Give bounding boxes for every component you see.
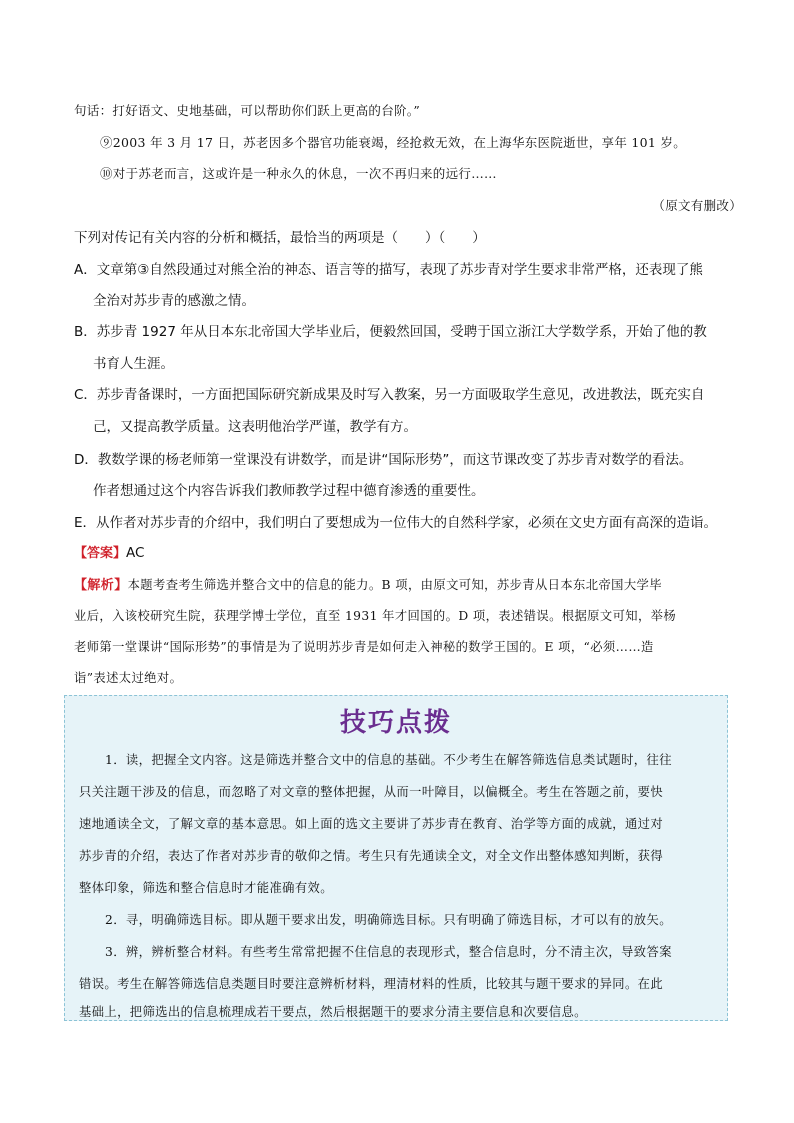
option-b-cont: 书育人生涯。 (93, 356, 174, 372)
passage-paragraph-10: ⑩对于苏老而言，这或许是一种永久的休息，一次不再归来的远行…… (100, 166, 497, 181)
option-d-cont: 作者想通过这个内容告诉我们教师教学过程中德育渗透的重要性。 (93, 483, 485, 499)
option-d: D．教数学课的杨老师第一堂课没有讲数学，而是讲“国际形势”，而这节课改变了苏步青对数学的看法。 (74, 452, 693, 468)
question-stem: 下列对传记有关内容的分析和概括，最恰当的两项是（ ）（ ） (74, 230, 486, 246)
analysis-tag: 【解析】 (74, 578, 128, 593)
tips-title: 技巧点拨 (339, 708, 452, 738)
passage-line: 句话：打好语文、史地基础，可以帮助你们跃上更高的台阶。” (74, 103, 421, 118)
source-note: （原文有删改） (652, 198, 742, 213)
analysis-line (74, 575, 734, 596)
tips-line-3: 速地通读全文，了解文章的基本意思。如上面的选文主要讲了苏步青在教育、治学等方面的成就，通过对 (79, 817, 664, 831)
analysis-line-4: 诣”表述太过绝对。 (74, 671, 183, 685)
analysis-line-3: 老师第一堂课讲“国际形势”的事情是为了说明苏步青是如何走入神秘的数学王国的。E 项，“必须……造 (74, 640, 654, 654)
option-a: A．文章第③自然段通过对熊全治的神态、语言等的描写，表现了苏步青对学生要求非常严格，还表现了熊 (74, 262, 703, 278)
analysis-text: 本题考查考生筛选并整合文中的信息的能力。B 项，由原文可知，苏步青从日本东北帝国大学毕 (127, 578, 662, 592)
answer-tag: 【答案】 (74, 546, 127, 561)
option-c: C．苏步青备课时，一方面把国际研究新成果及时写入教案，另一方面吸取学生意见，改进教法，既充实自 (74, 387, 705, 403)
option-a-cont: 全治对苏步青的感激之情。 (93, 293, 255, 309)
tips-line-8: 错误。考生在解答筛选信息类题目时要注意辨析材料，理清材料的性质，比较其与题干要求的异同。在此 (79, 977, 664, 991)
analysis-line-2: 业后，入该校研究生院，获理学博士学位，直至 1931 年才回国的。D 项，表述错误。根据原文可知，举杨 (74, 609, 677, 623)
tips-line-9: 基础上，把筛选出的信息梳理成若干要点，然后根据题干的要求分清主要信息和次要信息。 (79, 1005, 587, 1019)
tips-line-2: 只关注题干涉及的信息，而忽略了对文章的整体把握，从而一叶障目，以偏概全。考生在答题之前，要快 (79, 785, 664, 799)
tips-box (64, 695, 728, 1021)
tips-line-4: 苏步青的介绍，表达了作者对苏步青的敬仰之情。考生只有先通读全文，对全文作出整体感知判断，获得 (79, 849, 664, 863)
tips-line-1: 1．读，把握全文内容。这是筛选并整合文中的信息的基础。不少考生在解答筛选信息类试题时，往往 (105, 753, 672, 767)
option-e: E．从作者对苏步青的介绍中，我们明白了要想成为一位伟大的自然科学家，必须在文史方面有高深的造诣。 (74, 515, 718, 531)
passage-paragraph-9: ⑨2003 年 3 月 17 日，苏老因多个器官功能衰竭，经抢救无效，在上海华东医院逝世，享年 101 岁。 (100, 135, 687, 150)
tips-line-7: 3．辨，辨析整合材料。有些考生常常把握不住信息的表现形式，整合信息时，分不清主次，导致答案 (105, 945, 672, 959)
option-b: B．苏步青 1927 年从日本东北帝国大学毕业后，便毅然回国，受聘于国立浙江大学数学系，开始了他的教 (74, 324, 707, 340)
answer-value: AC (126, 545, 145, 561)
answer-line (74, 543, 734, 564)
tips-line-5: 整体印象，筛选和整合信息时才能准确有效。 (79, 881, 333, 895)
option-c-cont: 己，又提高教学质量。这表明他治学严谨，教学有方。 (93, 419, 417, 435)
tips-line-6: 2．寻，明确筛选目标。即从题干要求出发，明确筛选目标。只有明确了筛选目标，才可以有的放矢。 (105, 913, 672, 927)
